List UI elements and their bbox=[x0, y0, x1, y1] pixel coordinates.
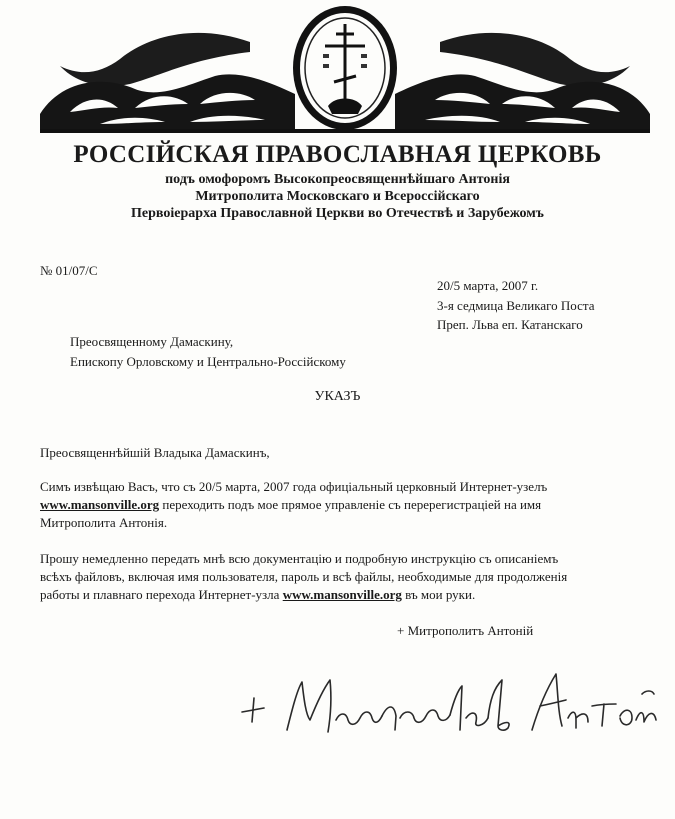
document-heading: УКАЗЪ bbox=[314, 389, 361, 404]
date-block bbox=[437, 276, 595, 335]
paragraph-text: всѣхъ файловъ, включая имя пользователя, пароль и всѣ файлы, необходимые для продолженія bbox=[40, 569, 568, 584]
addressee-line: Епископу Орловскому и Центрально-Россійскому bbox=[70, 354, 346, 369]
document-number: № 01/07/С bbox=[40, 263, 98, 278]
ornamental-header-emblem bbox=[40, 4, 650, 142]
paragraph-text: работы и плавнаго перехода Интернет-узла bbox=[40, 587, 283, 602]
greeting: Преосвященнѣйшій Владыка Дамаскинъ, bbox=[40, 445, 270, 460]
subtitle-omophorion: подъ омофоромъ Высокопреосвященнѣйшаго Антонія bbox=[165, 172, 510, 187]
date-line: Преп. Льва еп. Катанскаго bbox=[437, 317, 583, 332]
handwritten-signature bbox=[232, 660, 662, 750]
paragraph-text: въ мои руки. bbox=[401, 587, 476, 602]
typed-signature: + Митрополитъ Антоній bbox=[397, 623, 534, 638]
paragraph-text: Митрополита Антонія. bbox=[40, 515, 168, 530]
addressee-block bbox=[70, 332, 346, 372]
paragraph-text: переходить подъ мое прямое управленіе съ перерегистраціей на имя bbox=[159, 497, 542, 512]
subtitle-first-hierarch: Первоіерарха Православной Церкви во Отечествѣ и Зарубежомъ bbox=[131, 206, 544, 221]
date-line: 20/5 марта, 2007 г. bbox=[437, 278, 539, 293]
paragraph-2 bbox=[40, 550, 650, 604]
addressee-line: Преосвященному Дамаскину, bbox=[70, 334, 234, 349]
mansonville-link[interactable]: www.mansonville.org bbox=[282, 587, 402, 602]
paragraph-1 bbox=[40, 478, 640, 532]
paragraph-text: Прошу немедленно передать мнѣ всю документацію и подробную инструкцію съ описаніемъ bbox=[40, 551, 559, 566]
paragraph-text: Симъ извѣщаю Васъ, что съ 20/5 марта, 2007 года офиціальный церковный Интернет-узелъ bbox=[40, 479, 548, 494]
church-title: РОССІЙСКАЯ ПРАВОСЛАВНАЯ ЦЕРКОВЬ bbox=[73, 141, 602, 168]
date-line: 3-я седмица Великаго Поста bbox=[437, 297, 595, 313]
mansonville-link[interactable]: www.mansonville.org bbox=[40, 497, 160, 512]
subtitle-metropolitan: Митрополита Московскаго и Всероссійскаго bbox=[195, 189, 480, 204]
